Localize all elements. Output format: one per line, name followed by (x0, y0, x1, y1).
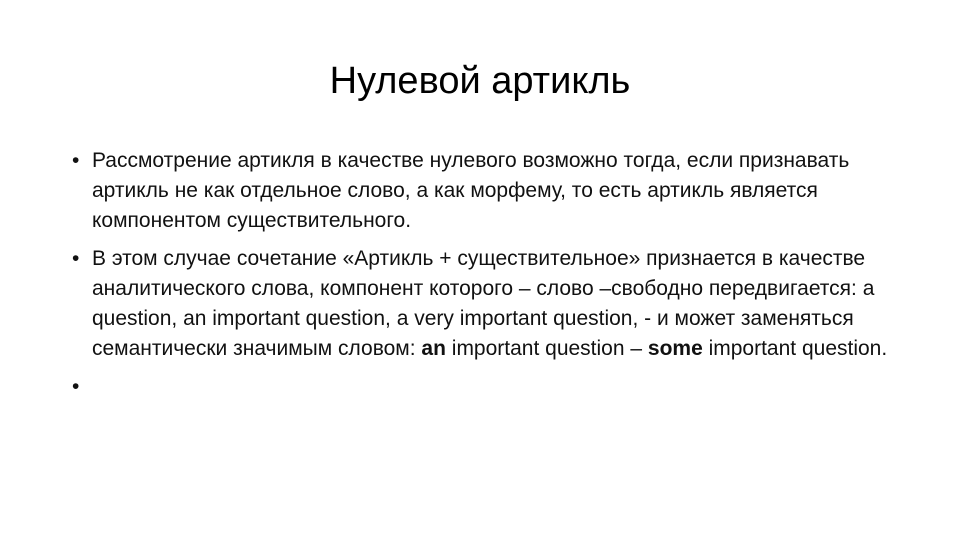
bullet-item-1 (72, 146, 902, 236)
bullet-dot-icon: • (72, 247, 80, 270)
bullet-text-bold: an (421, 337, 446, 360)
bullet-text-part: important question – (445, 337, 648, 360)
slide-title (0, 52, 960, 110)
bullet-text-part: important question. (702, 337, 888, 360)
bullet-text: Рассмотрение артикля в качестве нулевого возможно тогда, если признавать артикль не как отдельное слово, а как морфему, то есть артикль является компонентом существительного. (92, 149, 850, 232)
bullet-text-part: В этом случае сочетание «Артикль + существительное» признается в качестве аналитического слова, компонент которого – слово –свободно передвигается: a question, an important question, a very important question, - и может заменяться семантически значимым словом: (92, 247, 875, 360)
bullet-text-bold: some (647, 337, 703, 360)
slide-title-text: Нулевой артикль (329, 60, 631, 102)
bullet-dot-icon: • (72, 375, 80, 398)
bullet-dot-icon: • (72, 149, 80, 172)
bullet-list (72, 146, 902, 410)
bullet-item-3 (72, 372, 902, 402)
bullet-item-2 (72, 244, 902, 364)
